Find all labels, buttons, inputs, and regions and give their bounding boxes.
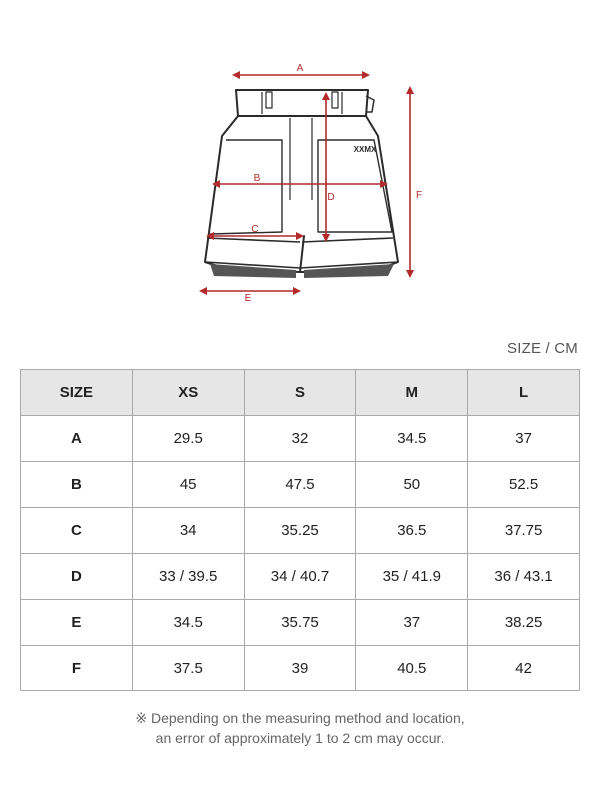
row-key: F — [21, 646, 133, 691]
header-size: SIZE — [21, 370, 133, 416]
table-cell: 37 — [356, 600, 468, 646]
size-table — [20, 369, 580, 691]
measurement-footnote — [0, 708, 600, 748]
table-cell: 32 — [244, 416, 356, 462]
brand-tag: XXMX — [353, 145, 377, 154]
row-key: A — [21, 416, 133, 462]
table-row — [21, 554, 580, 600]
row-key: D — [21, 554, 133, 600]
table-cell: 52.5 — [468, 462, 580, 508]
header-s: S — [244, 370, 356, 416]
header-l: L — [468, 370, 580, 416]
footnote-line-2: an error of approximately 1 to 2 cm may occur. — [155, 730, 445, 746]
header-m: M — [356, 370, 468, 416]
table-cell: 45 — [132, 462, 244, 508]
shorts-outline — [205, 90, 398, 272]
shorts-illustration — [0, 0, 600, 320]
table-header-row — [21, 370, 580, 416]
table-row — [21, 600, 580, 646]
row-key: E — [21, 600, 133, 646]
table-cell: 37.5 — [132, 646, 244, 691]
table-cell: 33 / 39.5 — [132, 554, 244, 600]
label-e: E — [244, 293, 252, 304]
table-cell: 35.75 — [244, 600, 356, 646]
label-b: B — [253, 173, 261, 184]
unit-label: SIZE / CM — [507, 340, 578, 357]
row-key: C — [21, 508, 133, 554]
table-cell: 36.5 — [356, 508, 468, 554]
table-row — [21, 416, 580, 462]
label-c: C — [251, 224, 259, 235]
table-row — [21, 508, 580, 554]
label-a: A — [296, 63, 304, 74]
header-xs: XS — [132, 370, 244, 416]
table-cell: 35 / 41.9 — [356, 554, 468, 600]
footnote-line-1: ※ Depending on the measuring method and location, — [135, 710, 465, 726]
table-cell: 37 — [468, 416, 580, 462]
table-cell: 34.5 — [356, 416, 468, 462]
table-cell: 39 — [244, 646, 356, 691]
row-key: B — [21, 462, 133, 508]
table-cell: 35.25 — [244, 508, 356, 554]
table-cell: 34 / 40.7 — [244, 554, 356, 600]
table-cell: 37.75 — [468, 508, 580, 554]
shorts-measurement-diagram — [0, 0, 600, 320]
table-cell: 29.5 — [132, 416, 244, 462]
table-row — [21, 646, 580, 691]
table-cell: 40.5 — [356, 646, 468, 691]
table-cell: 36 / 43.1 — [468, 554, 580, 600]
table-cell: 42 — [468, 646, 580, 691]
table-cell: 38.25 — [468, 600, 580, 646]
table-cell: 34.5 — [132, 600, 244, 646]
table-cell: 34 — [132, 508, 244, 554]
table-cell: 47.5 — [244, 462, 356, 508]
label-f: F — [415, 190, 423, 201]
label-d: D — [327, 192, 335, 203]
table-row — [21, 462, 580, 508]
table-cell: 50 — [356, 462, 468, 508]
